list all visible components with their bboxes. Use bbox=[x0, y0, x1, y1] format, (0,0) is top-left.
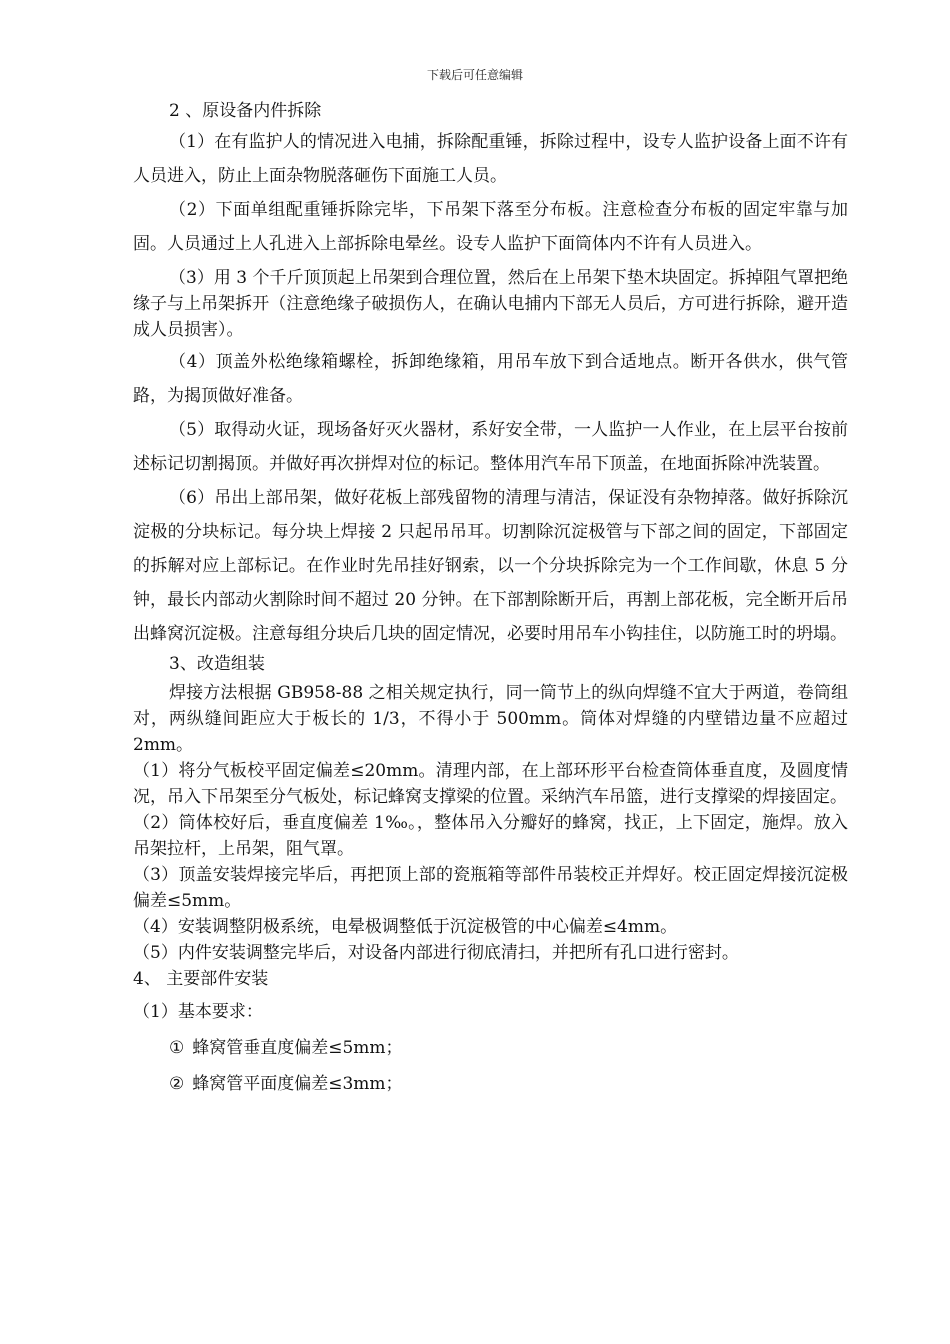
requirement-text: 蜂窝管垂直度偏差≤5mm； bbox=[192, 1038, 403, 1058]
section-4-title: 4、 主要部件安装 bbox=[133, 969, 269, 989]
requirement-item bbox=[133, 1071, 848, 1097]
paragraph: （5）取得动火证，现场备好灭火器材，系好安全带，一人监护一人作业，在上层平台按前述标记切割揭顶。并做好再次拼焊对位的标记。整体用汽车吊下顶盖，在地面拆除冲洗装置。 bbox=[133, 420, 848, 474]
document-body bbox=[133, 98, 848, 1097]
section-2-title: 2 、原设备内件拆除 bbox=[169, 101, 322, 121]
paragraph: （6）吊出上部吊架，做好花板上部残留物的清理与清洁，保证没有杂物掉落。做好拆除沉淀极的分块标记。每分块上焊接 2 只起吊吊耳。切割除沉淀极管与下部之间的固定，下部固定的拆解对应上部标记。在作业时先吊挂好钢索，以一个分块拆除完为一个工作间歇，休息 5 分钟，最长内部动火割除时间不超过 20 分钟。在下部割除断开后，再割上部花板，完全断开后吊出蜂窝沉淀极。注意每组分块后几块的固定情况，必要时用吊车小钩挂住，以防施工时的坍塌。 bbox=[133, 488, 848, 644]
header-note: 下载后可任意编辑 bbox=[426, 68, 523, 82]
paragraph: （1）在有监护人的情况进入电捕，拆除配重锤，拆除过程中，设专人监护设备上面不许有人员进入，防止上面杂物脱落砸伤下面施工人员。 bbox=[133, 132, 848, 186]
requirement-item bbox=[133, 1035, 848, 1061]
section-3-title: 3、改造组装 bbox=[169, 654, 265, 674]
section-3-intro: 焊接方法根据 GB958-88 之相关规定执行，同一筒节上的纵向焊缝不宜大于两道，卷筒组对，两纵缝间距应大于板长的 1/3，不得小于 500mm。筒体对焊缝的内壁错边量不应超过 2mm。 bbox=[133, 683, 848, 755]
basic-requirements-label: （1）基本要求： bbox=[133, 1002, 263, 1022]
list-item: （1）将分气板校平固定偏差≤20mm。清理内部，在上部环形平台检查筒体垂直度，及圆度情况，吊入下吊架至分气板处，标记蜂窝支撑梁的位置。采纳汽车吊篮，进行支撑梁的焊接固定。 bbox=[133, 761, 848, 807]
list-item: （4）安装调整阴极系统，电晕极调整低于沉淀极管的中心偏差≤4mm。 bbox=[133, 917, 678, 937]
circled-number: ① bbox=[169, 1038, 185, 1058]
paragraph: （4）顶盖外松绝缘箱螺栓，拆卸绝缘箱，用吊车放下到合适地点。断开各供水，供气管路，为揭顶做好准备。 bbox=[133, 352, 848, 406]
list-item: （2）筒体校好后，垂直度偏差 1‰。，整体吊入分瓣好的蜂窝，找正，上下固定，施焊。放入吊架拉杆，上吊架，阻气罩。 bbox=[133, 813, 848, 859]
list-item: （3）顶盖安装焊接完毕后，再把顶上部的瓷瓶箱等部件吊装校正并焊好。校正固定焊接沉淀极偏差≤5mm。 bbox=[133, 865, 848, 911]
paragraph: （2）下面单组配重锤拆除完毕，下吊架下落至分布板。注意检查分布板的固定牢靠与加固。人员通过上人孔进入上部拆除电晕丝。设专人监护下面筒体内不许有人员进入。 bbox=[133, 200, 848, 254]
requirement-text: 蜂窝管平面度偏差≤3mm； bbox=[192, 1074, 403, 1094]
paragraph: （3）用 3 个千斤顶顶起上吊架到合理位置，然后在上吊架下垫木块固定。拆掉阻气罩把绝缘子与上吊架拆开（注意绝缘子破损伤人，在确认电捕内下部无人员后，方可进行拆除，避开造成人员损害）。 bbox=[133, 268, 848, 340]
list-item: （5）内件安装调整完毕后，对设备内部进行彻底清扫，并把所有孔口进行密封。 bbox=[133, 943, 739, 963]
circled-number: ② bbox=[169, 1074, 185, 1094]
